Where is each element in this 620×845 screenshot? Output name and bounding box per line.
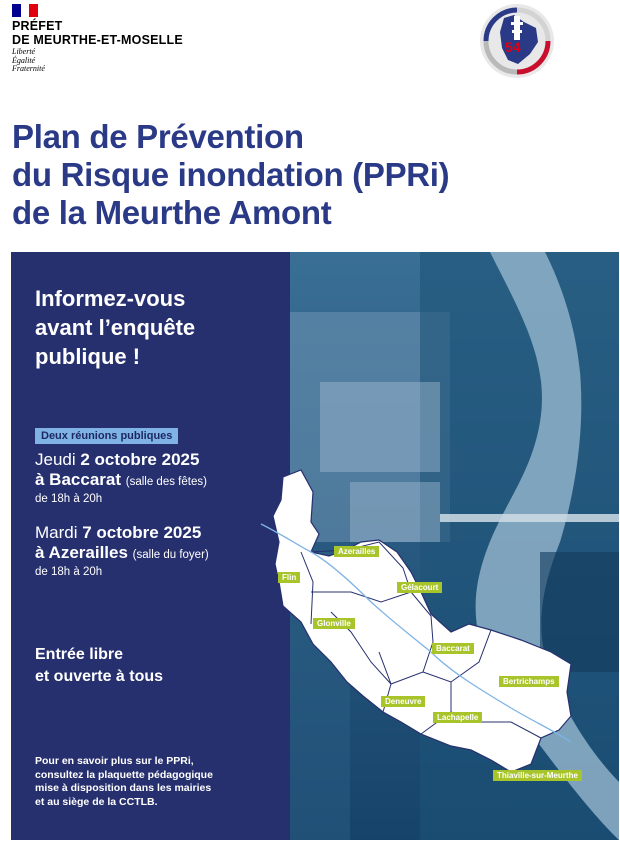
town-label-lachapelle: Lachapelle [433,712,482,723]
town-label-thiaville: Thiaville-sur-Meurthe [493,770,582,781]
svg-text:54: 54 [505,39,521,55]
more-info-text: Pour en savoir plus sur le PPRi, consultez la plaquette pédagogique mise à disposition dans les mairies et au siège de la CCTLB. [35,755,213,808]
meetings-tag: Deux réunions publiques [35,428,178,444]
town-label-azerailles: Azerailles [334,546,379,557]
town-label-deneuvre: Deneuvre [381,696,425,707]
town-label-glonville: Glonville [313,618,355,629]
prefecture-name: PRÉFET DE MEURTHE-ET-MOSELLE [12,19,183,47]
info-panel [11,252,619,840]
entry-info: Entrée libre et ouverte à tous [35,646,164,685]
department-54-badge-icon [478,2,556,80]
meeting-2: Mardi 7 octobre 2025 à Azerailles (salle du foyer) de 18h à 20h [35,523,209,578]
headline: Informez-vous avant l’enquête publique ! [35,286,196,369]
marianne-flag-icon [12,4,38,17]
town-label-gelacourt: Gélacourt [397,582,442,593]
town-label-baccarat: Baccarat [432,643,474,654]
meeting-1: Jeudi 2 octobre 2025 à Baccarat (salle des fêtes) de 18h à 20h [35,450,207,505]
republic-motto: Liberté Égalité Fraternité [12,47,45,73]
town-label-bertrichamps: Bertrichamps [499,676,559,687]
town-label-flin: Flin [278,572,300,583]
page-title: Plan de Prévention du Risque inondation (PPRi) de la Meurthe Amont [12,118,450,231]
